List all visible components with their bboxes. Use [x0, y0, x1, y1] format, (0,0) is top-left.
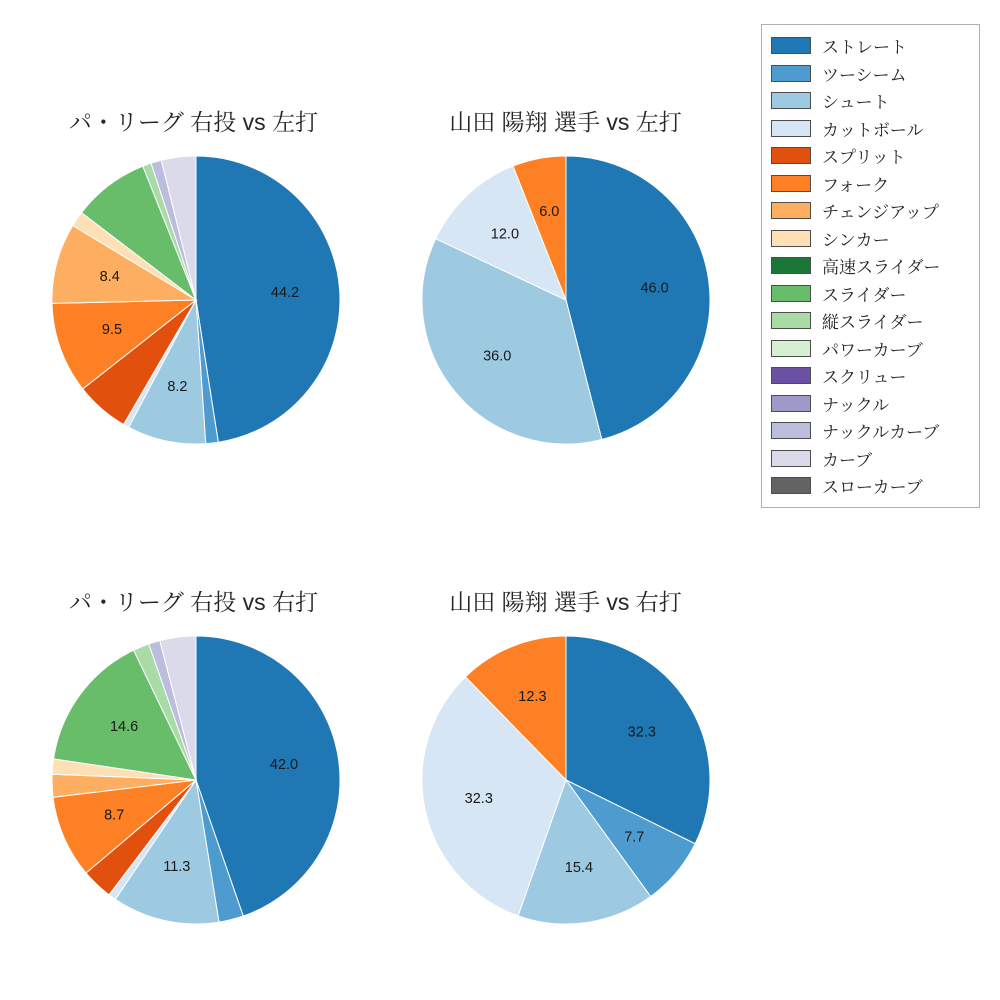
legend-label-4: スプリット	[822, 148, 906, 168]
legend-label-7: シンカー	[822, 230, 890, 250]
legend-item-1[interactable]	[771, 60, 970, 88]
legend-label-14: ナックルカーブ	[822, 423, 940, 443]
legend-swatch-0	[771, 37, 811, 54]
chart-title-2: パ・リーグ 右投 vs 右打	[68, 589, 319, 615]
pie-slice-label: 8.4	[99, 268, 120, 285]
legend-swatch-2	[771, 92, 811, 109]
legend-swatch-3	[771, 120, 811, 137]
legend	[761, 24, 980, 508]
legend-label-5: フォーク	[822, 175, 890, 195]
pie-slice-label: 32.3	[464, 791, 493, 808]
legend-item-5[interactable]	[771, 170, 970, 198]
legend-swatch-16	[771, 477, 811, 494]
legend-label-9: スライダー	[822, 285, 907, 305]
pie-chart-1	[421, 155, 711, 445]
legend-swatch-12	[771, 367, 811, 384]
legend-swatch-14	[771, 422, 811, 439]
legend-swatch-13	[771, 395, 811, 412]
pie-slice-label: 44.2	[270, 284, 300, 301]
pie-chart-0	[51, 155, 341, 445]
legend-label-10: 縦スライダー	[822, 313, 924, 333]
pie-slice-label: 12.3	[518, 689, 547, 706]
legend-label-0: ストレート	[822, 38, 907, 58]
legend-item-14[interactable]	[771, 417, 970, 445]
pie-svg-3	[421, 635, 711, 925]
legend-item-2[interactable]	[771, 87, 970, 115]
legend-item-4[interactable]	[771, 142, 970, 170]
legend-item-11[interactable]	[771, 335, 970, 363]
legend-item-15[interactable]	[771, 445, 970, 473]
legend-label-6: チェンジアップ	[822, 203, 939, 223]
legend-item-12[interactable]	[771, 362, 970, 390]
legend-item-3[interactable]	[771, 115, 970, 143]
chart-title-1: 山田 陽翔 選手 vs 左打	[449, 109, 682, 135]
pie-slice-label: 7.7	[624, 829, 645, 846]
legend-label-2: シュート	[822, 93, 890, 113]
legend-item-7[interactable]	[771, 225, 970, 253]
legend-label-3: カットボール	[822, 120, 924, 140]
pie-slice-label: 36.0	[483, 348, 512, 365]
pie-svg-1	[421, 155, 711, 445]
legend-swatch-4	[771, 147, 811, 164]
legend-label-16: スローカーブ	[822, 478, 923, 498]
legend-label-1: ツーシーム	[822, 65, 907, 85]
legend-item-9[interactable]	[771, 280, 970, 308]
pie-slice	[196, 156, 340, 442]
pie-slice-label: 8.7	[104, 807, 125, 824]
pie-slice-label: 11.3	[163, 859, 191, 876]
pie-slice-label: 6.0	[539, 204, 560, 221]
legend-item-8[interactable]	[771, 252, 970, 280]
legend-swatch-9	[771, 285, 811, 302]
legend-label-11: パワーカーブ	[822, 340, 923, 360]
pie-slice-label: 42.0	[269, 757, 299, 774]
legend-label-13: ナックル	[822, 395, 890, 415]
legend-item-10[interactable]	[771, 307, 970, 335]
legend-item-6[interactable]	[771, 197, 970, 225]
pie-slice-label: 8.2	[167, 379, 188, 396]
legend-label-15: カーブ	[822, 450, 873, 470]
legend-item-0[interactable]	[771, 32, 970, 60]
legend-label-8: 高速スライダー	[822, 258, 941, 278]
pie-slice-label: 9.5	[101, 322, 123, 339]
pie-svg-2	[51, 635, 341, 925]
pie-svg-0	[51, 155, 341, 445]
legend-label-12: スクリュー	[822, 368, 907, 388]
legend-swatch-8	[771, 257, 811, 274]
legend-item-13[interactable]	[771, 390, 970, 418]
chart-title-3: 山田 陽翔 選手 vs 右打	[449, 589, 682, 615]
legend-swatch-11	[771, 340, 811, 357]
legend-item-16[interactable]	[771, 472, 970, 500]
pie-slice-label: 14.6	[109, 718, 139, 735]
pie-slice-label: 15.4	[564, 860, 594, 877]
chart-title-0: パ・リーグ 右投 vs 左打	[68, 109, 319, 135]
legend-swatch-15	[771, 450, 811, 467]
legend-swatch-1	[771, 65, 811, 82]
pie-chart-2	[51, 635, 341, 925]
legend-swatch-6	[771, 202, 811, 219]
pie-slice-label: 32.3	[627, 724, 656, 741]
pie-slice-label: 12.0	[490, 226, 520, 243]
pie-chart-3	[421, 635, 711, 925]
legend-swatch-10	[771, 312, 811, 329]
legend-swatch-7	[771, 230, 811, 247]
pie-slice-label: 46.0	[640, 280, 669, 297]
legend-swatch-5	[771, 175, 811, 192]
